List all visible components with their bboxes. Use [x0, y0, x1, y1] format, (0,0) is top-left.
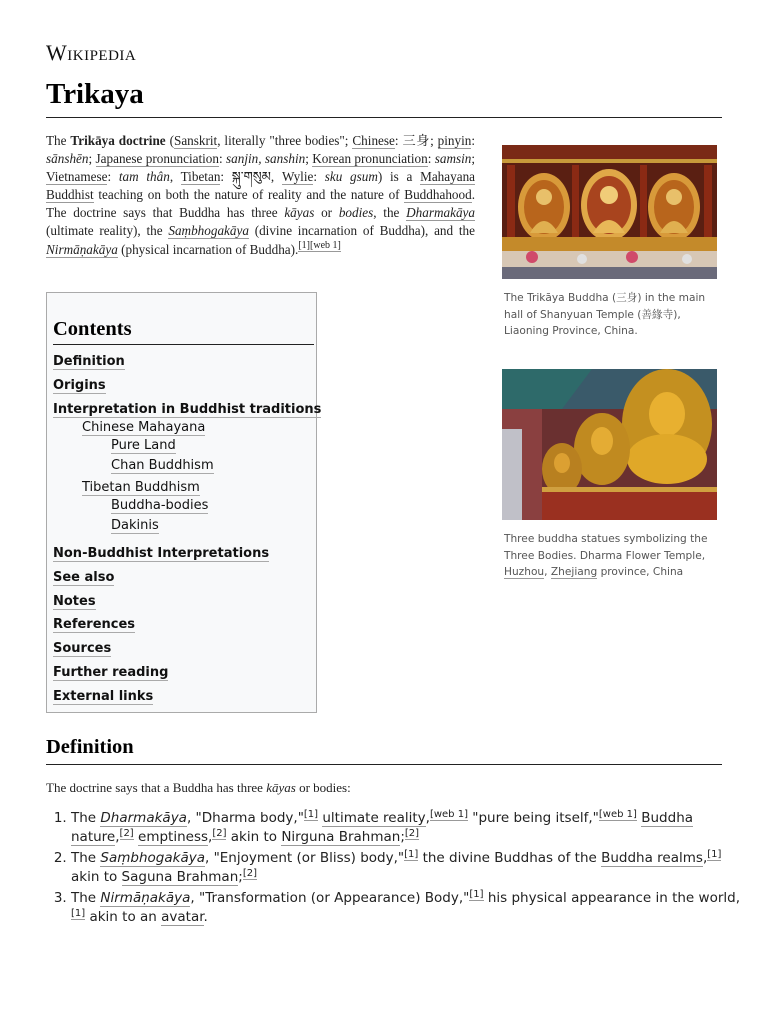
ref-web-1[interactable]: [web 1] — [310, 240, 341, 252]
thumbnail-caption: The Trikāya Buddha (三身) in the main hall of Shanyuan Temple (善緣寺), Liaoning Province, China. — [504, 292, 706, 337]
three-buddha-statues-image[interactable] — [502, 369, 717, 525]
thumbnail-caption: Three buddha statues symbolizing the Three Bodies. Dharma Flower Temple, Huzhou, Zhejiang province, China — [504, 533, 708, 578]
toc-item-references[interactable]: References — [53, 617, 136, 632]
link-buddha-nature[interactable]: Buddha nature — [71, 810, 694, 845]
table-of-contents — [46, 292, 322, 713]
link-emptiness[interactable]: emptiness — [138, 829, 209, 845]
link-mahayana-buddhist[interactable]: Mahayana Buddhist — [46, 169, 476, 203]
link-nirmanakaya[interactable]: Nirmāṇakāya — [100, 890, 191, 906]
link-dharmakaya[interactable]: Dharmakāya — [406, 205, 475, 221]
section-heading-definition: Definition — [46, 736, 134, 758]
toc-item-buddha-bodies[interactable]: Buddha-bodies — [111, 498, 209, 513]
link-buddhahood[interactable]: Buddhahood — [404, 187, 472, 203]
link-sanskrit[interactable]: Sanskrit — [173, 133, 218, 148]
link-pinyin[interactable]: pinyin — [437, 133, 472, 148]
ref-link[interactable]: [2] — [119, 827, 134, 839]
page-title: Trikaya — [46, 78, 144, 110]
link-saguna-brahman[interactable]: Saguna Brahman — [121, 869, 239, 885]
ref-1[interactable]: [1] — [298, 240, 311, 252]
link-zhejiang[interactable]: Zhejiang — [550, 566, 598, 578]
ref-link[interactable]: [1] — [707, 848, 722, 860]
thumbnail-trikaya-buddha — [502, 145, 717, 340]
toc-item-further-reading[interactable]: Further reading — [53, 665, 169, 680]
toc-item-origins[interactable]: Origins — [53, 378, 106, 393]
link-japanese-pronunciation[interactable]: Japanese pronunciation — [95, 151, 219, 167]
ref-link[interactable]: [1] — [469, 888, 484, 900]
ref-link[interactable]: [1] — [303, 808, 319, 820]
link-ultimate-reality[interactable]: ultimate reality — [322, 810, 426, 826]
link-wylie[interactable]: Wylie — [281, 169, 314, 185]
trikaya-buddha-image[interactable] — [502, 145, 717, 284]
link-korean-pronunciation[interactable]: Korean pronunciation — [312, 151, 428, 167]
ref-link[interactable]: [web 1] — [598, 808, 637, 820]
wikipedia-logo[interactable]: Wikipedia — [46, 40, 137, 65]
ref-link[interactable]: [web 1] — [429, 808, 468, 820]
list-item: 1. The Dharmakāya, "Dharma body,"[1] ultimate reality,[web 1] "pure being itself,"[web 1] Buddha nature,[2] emptiness,[2] akin to Nirguna Brahman;[2] — [71, 809, 741, 847]
list-item: 3. The Nirmāṇakāya, "Transformation (or Appearance) Body,"[1] his physical appearance in the world,[1] akin to an avatar. — [71, 889, 741, 927]
intro-term: Trikāya doctrine — [70, 133, 166, 148]
link-sambhogakaya[interactable]: Saṃbhogakāya — [100, 850, 205, 866]
link-buddha-realms[interactable]: Buddha realms — [601, 850, 703, 866]
toc-item-interpretation-in-buddhist-traditions[interactable]: Interpretation in Buddhist traditions — [53, 402, 322, 417]
ref-link[interactable]: [1] — [404, 848, 419, 860]
toc-item-chinese-mahayana[interactable]: Chinese Mahayana — [82, 420, 206, 435]
list-item: 2. The Saṃbhogakāya, "Enjoyment (or Bliss) body,"[1] the divine Buddhas of the Buddha realms,[1] akin to Saguna Brahman;[2] — [71, 849, 741, 887]
toc-item-dakinis[interactable]: Dakinis — [111, 518, 159, 533]
intro-paragraph: The Trikāya doctrine (Sanskrit, literally "three bodies"; Chinese: 三身; pinyin: sānshēn; Japanese pronunciation: sanjin, sanshin; Korean pronunciation: samsin; Vietnamese: tam thân, Tibetan: སྐུ་གསུམ, Wylie: sku gsum) is a Mahayana Buddhist teaching on both the nature of reality and the nature of Buddhahood. The doctrine says that Buddha has three kāyas or bodies, the Dharmakāya (ultimate reality), the Saṃbhogakāya (divine incarnation of Buddha), and the Nirmāṇakāya (physical incarnation of Buddha).[1][web 1] — [46, 133, 476, 257]
toc-title: Contents — [53, 318, 314, 345]
toc-item-chan-buddhism[interactable]: Chan Buddhism — [111, 458, 214, 473]
link-dharmakaya[interactable]: Dharmakāya — [100, 810, 187, 826]
toc-item-non-buddhist-interpretations[interactable]: Non-Buddhist Interpretations — [53, 546, 270, 561]
definition-intro: The doctrine says that a Buddha has three kāyas or bodies: — [46, 780, 351, 795]
toc-item-notes[interactable]: Notes — [53, 594, 96, 609]
link-vietnamese[interactable]: Vietnamese — [46, 169, 108, 185]
toc-item-pure-land[interactable]: Pure Land — [111, 438, 176, 453]
toc-item-see-also[interactable]: See also — [53, 570, 115, 585]
link-chinese[interactable]: Chinese — [352, 133, 395, 148]
toc-item-sources[interactable]: Sources — [53, 641, 112, 656]
ref-link[interactable]: [2] — [242, 867, 257, 879]
thumbnail-three-buddha-statues — [502, 369, 717, 581]
title-divider — [46, 117, 722, 118]
link-nirguna-brahman[interactable]: Nirguna Brahman — [281, 829, 401, 845]
link-huzhou[interactable]: Huzhou — [504, 566, 545, 578]
toc-item-definition[interactable]: Definition — [53, 354, 125, 369]
toc-item-tibetan-buddhism[interactable]: Tibetan Buddhism — [82, 480, 200, 495]
link-tibetan[interactable]: Tibetan — [180, 169, 221, 185]
ref-link[interactable]: [2] — [212, 827, 227, 839]
link-nirmanakaya[interactable]: Nirmāṇakāya — [46, 241, 118, 257]
section-divider — [46, 764, 722, 765]
toc-item-external-links[interactable]: External links — [53, 689, 154, 704]
ref-link[interactable]: [1] — [71, 907, 86, 919]
link-avatar[interactable]: avatar — [161, 909, 204, 925]
link-sambhogakaya[interactable]: Saṃbhogakāya — [168, 223, 249, 239]
ref-link[interactable]: [2] — [404, 827, 420, 839]
definition-list — [46, 809, 741, 929]
